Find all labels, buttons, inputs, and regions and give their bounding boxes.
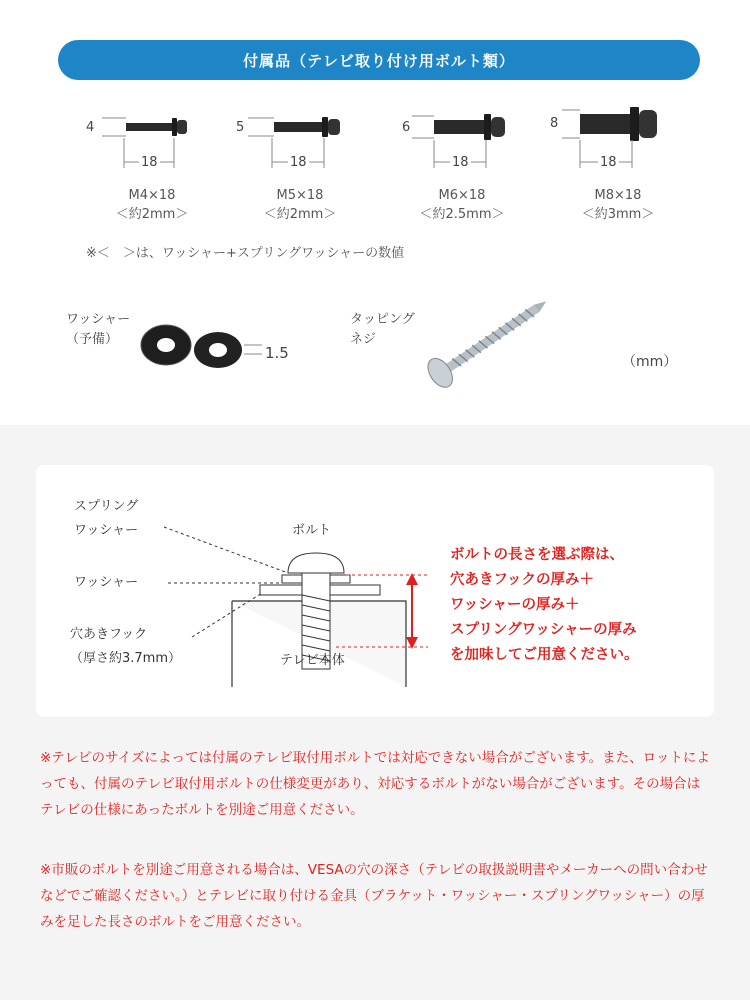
bolt-m8-spec: M8×18 ＜約3mm＞	[581, 188, 655, 222]
diagram-washer-label: ワッシャー	[74, 575, 139, 590]
unit-label: （mm）	[622, 354, 678, 370]
bolt-m4-drawing	[82, 108, 252, 178]
washer-thickness: 1.5	[265, 344, 289, 362]
caution-note-1: ※テレビのサイズによっては付属のテレビ取付用ボルトでは対応できない場合がございます。また、ロットによっても、付属のテレビ取付用ボルトの仕様変更があり、対応するボルトがない場合がございます。その場合はテレビの仕様にあったボルトを別途ご用意ください。	[40, 750, 710, 818]
diagram-bolt-label: ボルト	[292, 523, 332, 538]
tapping-screw-label: タッピング ネジ	[350, 312, 415, 347]
bolt-m5-thread: 5	[236, 120, 245, 135]
bolt-m5-length: 18	[288, 153, 309, 173]
bolt-m5-spec: M5×18 ＜約2mm＞	[263, 188, 337, 222]
notes-section	[0, 425, 750, 1000]
washer-pair-image	[140, 320, 270, 380]
bolt-m4-thread: 4	[86, 120, 95, 135]
diagram-tv-body-label: テレビ本体	[280, 653, 345, 668]
bolt-m8-thread: 8	[550, 116, 559, 131]
bolt-m4-length: 18	[139, 153, 160, 173]
bolt-m6-length: 18	[450, 153, 471, 173]
diagram-spring-washer-label: スプリング ワッシャー	[74, 499, 139, 538]
tapping-screw-image	[410, 296, 560, 396]
bolt-length-callout: ボルトの長さを選ぶ際は、 穴あきフックの厚み＋ ワッシャーの厚み＋ スプリングワッシャーの厚み を加味してご用意ください。	[450, 547, 639, 663]
bolt-m6-spec: M6×18 ＜約2.5mm＞	[419, 188, 505, 222]
mounting-diagram-card	[36, 465, 714, 717]
section-title-banner: 付属品（テレビ取り付け用ボルト類）	[58, 40, 700, 80]
diagram-hook-label: 穴あきフック （厚さ約3.7mm）	[70, 627, 182, 666]
bolt-m6-drawing	[398, 108, 568, 178]
bolt-note: ※＜ ＞は、ワッシャー+スプリングワッシャーの数値	[86, 246, 405, 261]
washer-label: ワッシャー （予備）	[66, 312, 131, 347]
bolt-m5	[234, 108, 404, 228]
bolt-m8-drawing	[546, 104, 716, 178]
bolt-m6-thread: 6	[402, 120, 411, 135]
bolt-m8-length: 18	[598, 153, 619, 173]
bolt-m5-drawing	[234, 108, 404, 178]
bolt-m8	[546, 104, 716, 228]
accessories-section	[0, 0, 750, 425]
caution-note-2: ※市販のボルトを別途ご用意される場合は、VESAの穴の深さ（テレビの取扱説明書やメーカーへの問い合わせなどでご確認ください。）とテレビに取り付ける金具（ブラケット・ワッシャー・スプリングワッシャー）の厚みを足した長さのボルトをご用意ください。	[40, 862, 708, 930]
bolt-m4-spec: M4×18 ＜約2mm＞	[115, 188, 189, 222]
